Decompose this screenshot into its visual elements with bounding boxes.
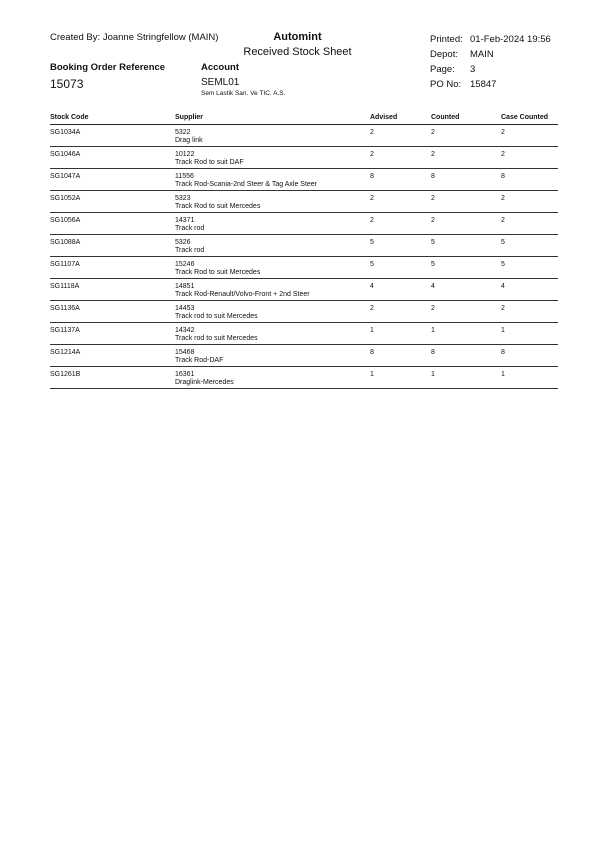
po-label: PO No:	[430, 79, 462, 90]
supplier-description-cell: Track rod to suit Mercedes	[175, 313, 258, 320]
supplier-description-cell: Track rod	[175, 225, 205, 232]
sheet-title: Received Stock Sheet	[243, 46, 352, 58]
advised-cell: 2	[370, 217, 374, 224]
depot-row	[430, 47, 551, 62]
page-label: Page:	[430, 64, 455, 75]
account-label: Account	[201, 62, 239, 73]
counted-cell: 2	[431, 151, 435, 158]
stock-code-cell: SG1214A	[50, 349, 81, 356]
supplier-description-cell: Track Rod-Scania-2nd Steer & Tag Axle Steer	[175, 181, 318, 188]
table-header	[50, 114, 558, 125]
col-stock-code: Stock Code	[50, 114, 89, 121]
stock-code-cell: SG1056A	[50, 217, 81, 224]
table-row	[50, 191, 558, 213]
advised-cell: 1	[370, 371, 374, 378]
page-value: 3	[470, 64, 476, 75]
case-counted-cell: 8	[501, 173, 505, 180]
supplier-number-cell: 14453	[175, 305, 195, 312]
supplier-number-cell: 5323	[175, 195, 191, 202]
table-row	[50, 367, 558, 389]
case-counted-cell: 2	[501, 305, 505, 312]
supplier-description-cell: Track Rod to suit Mercedes	[175, 269, 261, 276]
counted-cell: 1	[431, 327, 435, 334]
counted-cell: 5	[431, 261, 435, 268]
stock-code-cell: SG1088A	[50, 239, 81, 246]
po-value: 15847	[470, 79, 497, 90]
table-body	[50, 125, 558, 389]
table-row	[50, 257, 558, 279]
counted-cell: 4	[431, 283, 435, 290]
supplier-description-cell: Track rod to suit Mercedes	[175, 335, 258, 342]
counted-cell: 5	[431, 239, 435, 246]
supplier-description-cell: Track Rod-DAF	[175, 357, 224, 364]
account-code: SEML01	[201, 77, 240, 88]
supplier-description-cell: Draglink-Mercedes	[175, 379, 234, 386]
case-counted-cell: 5	[501, 239, 505, 246]
stock-table	[50, 114, 558, 389]
case-counted-cell: 8	[501, 349, 505, 356]
counted-cell: 1	[431, 371, 435, 378]
depot-label: Depot:	[430, 49, 458, 60]
counted-cell: 2	[431, 195, 435, 202]
stock-code-cell: SG1034A	[50, 129, 81, 136]
table-row	[50, 169, 558, 191]
table-row	[50, 279, 558, 301]
booking-ref-value: 15073	[50, 77, 84, 91]
printed-label: Printed:	[430, 34, 463, 45]
company-name: Automint	[273, 31, 322, 43]
stock-code-cell: SG1137A	[50, 327, 80, 334]
printed-row	[430, 32, 551, 47]
table-row	[50, 235, 558, 257]
po-row	[430, 77, 551, 92]
advised-cell: 2	[370, 195, 374, 202]
page-row	[430, 62, 551, 77]
advised-cell: 2	[370, 151, 374, 158]
case-counted-cell: 2	[501, 129, 505, 136]
counted-cell: 8	[431, 349, 435, 356]
supplier-number-cell: 11556	[175, 173, 194, 180]
created-by-value: Joanne Stringfellow (MAIN)	[102, 32, 219, 43]
table-row	[50, 301, 558, 323]
case-counted-cell: 1	[501, 327, 505, 334]
supplier-number-cell: 14851	[175, 283, 195, 290]
counted-cell: 2	[431, 129, 435, 136]
counted-cell: 2	[431, 305, 435, 312]
case-counted-cell: 2	[501, 151, 505, 158]
stock-code-cell: SG1118A	[50, 283, 80, 290]
supplier-number-cell: 5322	[175, 129, 191, 136]
advised-cell: 2	[370, 129, 374, 136]
supplier-description-cell: Track Rod-Renault/Volvo-Front + 2nd Steer	[175, 291, 310, 298]
supplier-number-cell: 14342	[175, 327, 195, 334]
stock-code-cell: SG1136A	[50, 305, 80, 312]
col-advised: Advised	[370, 114, 398, 121]
printed-value: 01-Feb-2024 19:56	[470, 34, 551, 45]
table-row	[50, 323, 558, 345]
col-case-counted: Case Counted	[501, 114, 549, 121]
advised-cell: 8	[370, 173, 374, 180]
stock-code-cell: SG1107A	[50, 261, 80, 268]
table-row	[50, 125, 558, 147]
print-meta	[430, 32, 551, 92]
account-name: Sem Lastik San. Ve TIC. A.S.	[201, 90, 286, 97]
table-row	[50, 345, 558, 367]
counted-cell: 2	[431, 217, 435, 224]
case-counted-cell: 2	[501, 217, 505, 224]
supplier-number-cell: 16361	[175, 371, 195, 378]
advised-cell: 8	[370, 349, 374, 356]
counted-cell: 8	[431, 173, 435, 180]
booking-ref-label: Booking Order Reference	[50, 62, 166, 73]
stock-code-cell: SG1261B	[50, 371, 81, 378]
stock-code-cell: SG1046A	[50, 151, 81, 158]
supplier-number-cell: 15246	[175, 261, 195, 268]
advised-cell: 4	[370, 283, 374, 290]
advised-cell: 5	[370, 261, 374, 268]
supplier-description-cell: Track Rod to suit DAF	[175, 159, 244, 166]
stock-code-cell: SG1052A	[50, 195, 81, 202]
supplier-description-cell: Track rod	[175, 247, 205, 254]
case-counted-cell: 5	[501, 261, 505, 268]
created-by-label: Created By:	[50, 32, 101, 43]
advised-cell: 1	[370, 327, 374, 334]
advised-cell: 2	[370, 305, 374, 312]
stock-code-cell: SG1047A	[50, 173, 81, 180]
col-supplier: Supplier	[175, 114, 204, 121]
supplier-description-cell: Track Rod to suit Mercedes	[175, 203, 261, 210]
case-counted-cell: 1	[501, 371, 505, 378]
table-row	[50, 213, 558, 235]
case-counted-cell: 4	[501, 283, 505, 290]
advised-cell: 5	[370, 239, 374, 246]
supplier-number-cell: 14371	[175, 217, 195, 224]
case-counted-cell: 2	[501, 195, 505, 202]
table-row	[50, 147, 558, 169]
supplier-number-cell: 10122	[175, 151, 195, 158]
supplier-number-cell: 5326	[175, 239, 191, 246]
supplier-number-cell: 15468	[175, 349, 195, 356]
supplier-description-cell: Drag link	[175, 137, 203, 144]
col-counted: Counted	[431, 114, 460, 121]
depot-value: MAIN	[470, 49, 494, 60]
